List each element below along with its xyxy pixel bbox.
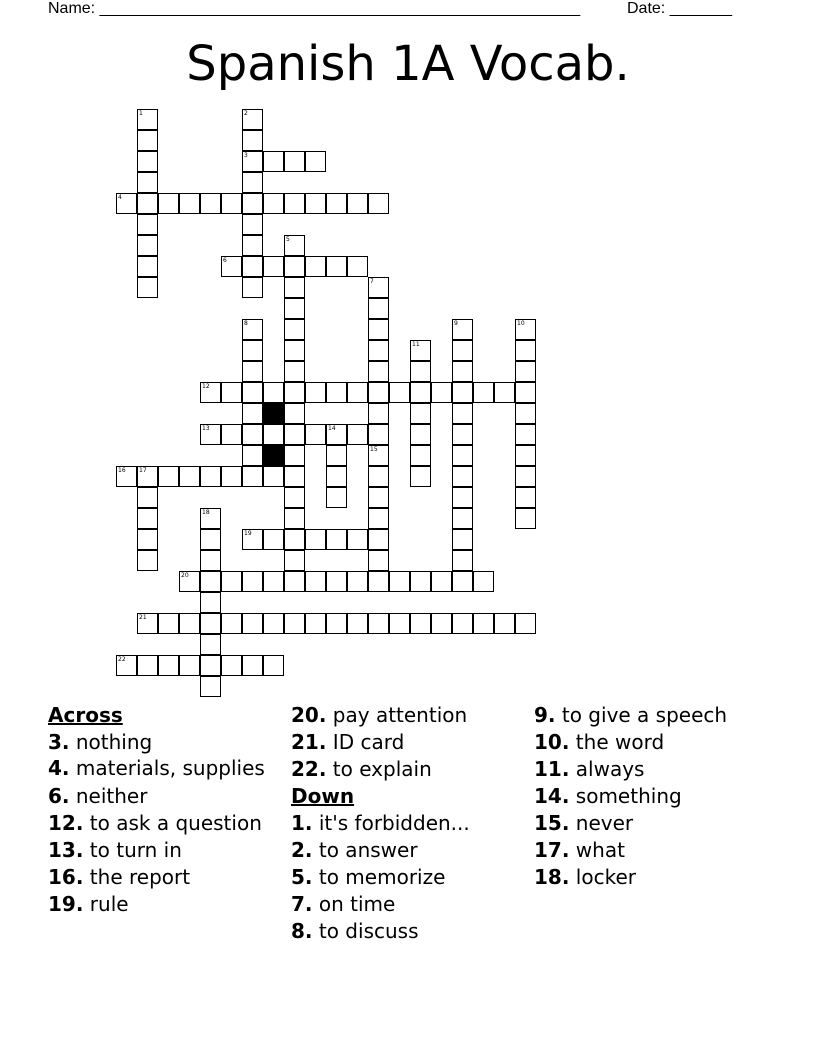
- grid-cell[interactable]: [242, 109, 263, 130]
- grid-cell[interactable]: [515, 361, 536, 382]
- across-clue: 4. materials, supplies: [48, 756, 265, 780]
- grid-cell[interactable]: [200, 634, 221, 655]
- grid-cell[interactable]: [200, 193, 221, 214]
- grid-cell[interactable]: [431, 382, 452, 403]
- grid-cell[interactable]: [515, 508, 536, 529]
- grid-cell[interactable]: [158, 193, 179, 214]
- grid-cell[interactable]: [263, 529, 284, 550]
- grid-cell[interactable]: [368, 466, 389, 487]
- clue-number: 5: [286, 236, 290, 243]
- grid-cell[interactable]: [263, 193, 284, 214]
- grid-cell[interactable]: [284, 277, 305, 298]
- grid-cell[interactable]: [368, 445, 389, 466]
- grid-cell[interactable]: [284, 403, 305, 424]
- grid-cell[interactable]: [515, 466, 536, 487]
- grid-cell[interactable]: [326, 529, 347, 550]
- grid-cell[interactable]: [221, 193, 242, 214]
- black-square: [263, 403, 284, 424]
- grid-cell[interactable]: [410, 466, 431, 487]
- grid-cell[interactable]: [284, 235, 305, 256]
- grid-cell[interactable]: [368, 319, 389, 340]
- grid-cell[interactable]: [242, 256, 263, 277]
- grid-cell[interactable]: [137, 151, 158, 172]
- grid-cell[interactable]: [179, 193, 200, 214]
- grid-cell[interactable]: [284, 340, 305, 361]
- clue-number: 8: [244, 320, 248, 327]
- grid-cell[interactable]: [410, 382, 431, 403]
- down-clue: 15. never: [534, 811, 634, 835]
- grid-cell[interactable]: [137, 613, 158, 634]
- grid-cell[interactable]: [263, 382, 284, 403]
- grid-cell[interactable]: [284, 193, 305, 214]
- clue-number: 4: [118, 194, 122, 201]
- grid-cell[interactable]: [137, 277, 158, 298]
- down-clue: 14. something: [534, 784, 682, 808]
- grid-cell[interactable]: [137, 508, 158, 529]
- down-clue: 9. to give a speech: [534, 703, 728, 727]
- grid-cell[interactable]: [347, 529, 368, 550]
- grid-cell[interactable]: [137, 256, 158, 277]
- grid-cell[interactable]: [242, 340, 263, 361]
- down-clue: 11. always: [534, 757, 645, 781]
- grid-cell[interactable]: [305, 529, 326, 550]
- grid-cell[interactable]: [116, 466, 137, 487]
- grid-cell[interactable]: [368, 403, 389, 424]
- grid-cell[interactable]: [284, 445, 305, 466]
- clue-number: 14: [328, 425, 336, 432]
- grid-cell[interactable]: [242, 445, 263, 466]
- across-clue: 6. neither: [48, 784, 148, 808]
- grid-cell[interactable]: [452, 529, 473, 550]
- grid-cell[interactable]: [515, 487, 536, 508]
- grid-cell[interactable]: [179, 655, 200, 676]
- grid-cell[interactable]: [431, 613, 452, 634]
- clue-number: 16: [118, 467, 126, 474]
- grid-cell[interactable]: [242, 277, 263, 298]
- down-clue: 2. to answer: [291, 838, 418, 862]
- grid-cell[interactable]: [263, 613, 284, 634]
- grid-cell[interactable]: [158, 655, 179, 676]
- grid-cell[interactable]: [242, 172, 263, 193]
- grid-cell[interactable]: [242, 361, 263, 382]
- grid-cell[interactable]: [200, 613, 221, 634]
- grid-cell[interactable]: [137, 466, 158, 487]
- down-heading: Down: [291, 784, 355, 808]
- grid-cell[interactable]: [200, 466, 221, 487]
- grid-cell[interactable]: [284, 508, 305, 529]
- grid-cell[interactable]: [515, 403, 536, 424]
- grid-cell[interactable]: [494, 382, 515, 403]
- grid-cell[interactable]: [137, 235, 158, 256]
- clue-number: 17: [139, 467, 147, 474]
- grid-cell[interactable]: [452, 613, 473, 634]
- grid-cell[interactable]: [389, 382, 410, 403]
- across-clue: 21. ID card: [291, 730, 405, 754]
- clue-number: 18: [202, 509, 210, 516]
- grid-cell[interactable]: [242, 655, 263, 676]
- grid-cell[interactable]: [200, 655, 221, 676]
- grid-cell[interactable]: [368, 361, 389, 382]
- grid-cell[interactable]: [221, 571, 242, 592]
- down-clue: 10. the word: [534, 730, 665, 754]
- across-clue: 22. to explain: [291, 757, 432, 781]
- grid-cell[interactable]: [137, 529, 158, 550]
- grid-cell[interactable]: [242, 571, 263, 592]
- grid-cell[interactable]: [452, 340, 473, 361]
- grid-cell[interactable]: [200, 529, 221, 550]
- grid-cell[interactable]: [242, 466, 263, 487]
- grid-cell[interactable]: [347, 571, 368, 592]
- grid-cell[interactable]: [284, 613, 305, 634]
- grid-cell[interactable]: [368, 340, 389, 361]
- across-clue: 3. nothing: [48, 730, 153, 754]
- across-clue: 13. to turn in: [48, 838, 182, 862]
- black-square: [263, 445, 284, 466]
- clue-number: 9: [454, 320, 458, 327]
- grid-cell[interactable]: [284, 466, 305, 487]
- grid-cell[interactable]: [452, 445, 473, 466]
- down-clue: 18. locker: [534, 865, 636, 889]
- grid-cell[interactable]: [368, 382, 389, 403]
- grid-cell[interactable]: [305, 382, 326, 403]
- grid-cell[interactable]: [326, 193, 347, 214]
- grid-cell[interactable]: [515, 319, 536, 340]
- grid-cell[interactable]: [263, 424, 284, 445]
- grid-cell[interactable]: [284, 298, 305, 319]
- grid-cell[interactable]: [431, 571, 452, 592]
- across-clue: 16. the report: [48, 865, 191, 889]
- grid-cell[interactable]: [221, 655, 242, 676]
- grid-cell[interactable]: [263, 655, 284, 676]
- grid-cell[interactable]: [368, 529, 389, 550]
- grid-cell[interactable]: [410, 613, 431, 634]
- grid-cell[interactable]: [242, 151, 263, 172]
- grid-cell[interactable]: [137, 130, 158, 151]
- grid-cell[interactable]: [284, 487, 305, 508]
- grid-cell[interactable]: [263, 571, 284, 592]
- grid-cell[interactable]: [242, 529, 263, 550]
- grid-cell[interactable]: [515, 445, 536, 466]
- grid-cell[interactable]: [242, 403, 263, 424]
- down-clue: 5. to memorize: [291, 865, 446, 889]
- grid-cell[interactable]: [221, 424, 242, 445]
- grid-cell[interactable]: [179, 613, 200, 634]
- grid-cell[interactable]: [284, 256, 305, 277]
- clue-number: 3: [244, 152, 248, 159]
- clue-number: 7: [370, 278, 374, 285]
- clue-number: 6: [223, 257, 227, 264]
- grid-cell[interactable]: [452, 382, 473, 403]
- grid-cell[interactable]: [242, 235, 263, 256]
- grid-cell[interactable]: [305, 571, 326, 592]
- grid-cell[interactable]: [221, 256, 242, 277]
- grid-cell[interactable]: [515, 382, 536, 403]
- grid-cell[interactable]: [389, 571, 410, 592]
- across-clue: 12. to ask a question: [48, 811, 262, 835]
- grid-cell[interactable]: [305, 424, 326, 445]
- grid-cell[interactable]: [515, 340, 536, 361]
- grid-cell[interactable]: [326, 382, 347, 403]
- grid-cell[interactable]: [137, 172, 158, 193]
- grid-cell[interactable]: [452, 403, 473, 424]
- grid-cell[interactable]: [137, 214, 158, 235]
- grid-cell[interactable]: [242, 319, 263, 340]
- grid-cell[interactable]: [116, 655, 137, 676]
- down-clue: 8. to discuss: [291, 919, 419, 943]
- grid-cell[interactable]: [305, 256, 326, 277]
- grid-cell[interactable]: [347, 193, 368, 214]
- name-field-label[interactable]: Name: ______________________________________________________: [48, 0, 581, 17]
- clue-column-3: [534, 702, 774, 891]
- down-clue: 17. what: [534, 838, 625, 862]
- clue-column-2: [291, 702, 523, 945]
- grid-cell[interactable]: [326, 445, 347, 466]
- grid-cell[interactable]: [200, 382, 221, 403]
- grid-cell[interactable]: [284, 319, 305, 340]
- across-heading: Across: [48, 703, 123, 727]
- grid-cell[interactable]: [263, 466, 284, 487]
- grid-cell[interactable]: [284, 151, 305, 172]
- grid-cell[interactable]: [452, 361, 473, 382]
- across-clue: 19. rule: [48, 892, 129, 916]
- grid-cell[interactable]: [452, 550, 473, 571]
- grid-cell[interactable]: [410, 571, 431, 592]
- down-clue: 7. on time: [291, 892, 396, 916]
- grid-cell[interactable]: [452, 508, 473, 529]
- clue-number: 11: [412, 341, 420, 348]
- grid-cell[interactable]: [242, 382, 263, 403]
- grid-cell[interactable]: [347, 613, 368, 634]
- grid-cell[interactable]: [326, 466, 347, 487]
- grid-cell[interactable]: [347, 382, 368, 403]
- grid-cell[interactable]: [410, 424, 431, 445]
- grid-cell[interactable]: [410, 340, 431, 361]
- grid-cell[interactable]: [221, 466, 242, 487]
- date-field-label[interactable]: Date: _______: [627, 0, 732, 17]
- grid-cell[interactable]: [137, 550, 158, 571]
- grid-cell[interactable]: [179, 571, 200, 592]
- grid-cell[interactable]: [473, 382, 494, 403]
- grid-cell[interactable]: [515, 613, 536, 634]
- grid-cell[interactable]: [284, 529, 305, 550]
- grid-cell[interactable]: [368, 487, 389, 508]
- clue-number: 2: [244, 110, 248, 117]
- grid-cell[interactable]: [200, 424, 221, 445]
- grid-cell[interactable]: [368, 193, 389, 214]
- grid-cell[interactable]: [410, 361, 431, 382]
- grid-cell[interactable]: [473, 571, 494, 592]
- grid-cell[interactable]: [221, 382, 242, 403]
- grid-cell[interactable]: [389, 613, 410, 634]
- grid-cell[interactable]: [494, 613, 515, 634]
- grid-cell[interactable]: [137, 655, 158, 676]
- grid-cell[interactable]: [410, 403, 431, 424]
- grid-cell[interactable]: [515, 424, 536, 445]
- grid-cell[interactable]: [305, 193, 326, 214]
- clue-number: 12: [202, 383, 210, 390]
- clue-number: 13: [202, 425, 210, 432]
- grid-cell[interactable]: [284, 550, 305, 571]
- clue-number: 15: [370, 446, 378, 453]
- grid-cell[interactable]: [221, 613, 242, 634]
- grid-cell[interactable]: [305, 613, 326, 634]
- grid-cell[interactable]: [242, 214, 263, 235]
- grid-cell[interactable]: [347, 256, 368, 277]
- grid-cell[interactable]: [242, 424, 263, 445]
- grid-cell[interactable]: [242, 130, 263, 151]
- grid-cell[interactable]: [326, 424, 347, 445]
- grid-cell[interactable]: [263, 151, 284, 172]
- grid-cell[interactable]: [179, 466, 200, 487]
- clue-number: 20: [181, 572, 189, 579]
- grid-cell[interactable]: [200, 508, 221, 529]
- grid-cell[interactable]: [326, 613, 347, 634]
- grid-cell[interactable]: [326, 571, 347, 592]
- grid-cell[interactable]: [326, 256, 347, 277]
- grid-cell[interactable]: [284, 361, 305, 382]
- page-title: Spanish 1A Vocab.: [186, 36, 630, 92]
- grid-cell[interactable]: [200, 550, 221, 571]
- grid-cell[interactable]: [200, 676, 221, 697]
- grid-cell[interactable]: [368, 298, 389, 319]
- clue-number: 1: [139, 110, 143, 117]
- grid-cell[interactable]: [158, 466, 179, 487]
- grid-cell[interactable]: [158, 613, 179, 634]
- grid-cell[interactable]: [347, 424, 368, 445]
- grid-cell[interactable]: [452, 571, 473, 592]
- clue-number: 19: [244, 530, 252, 537]
- grid-cell[interactable]: [116, 193, 137, 214]
- grid-cell[interactable]: [368, 571, 389, 592]
- grid-cell[interactable]: [263, 256, 284, 277]
- grid-cell[interactable]: [326, 487, 347, 508]
- grid-cell[interactable]: [137, 193, 158, 214]
- across-clue: 20. pay attention: [291, 703, 468, 727]
- grid-cell[interactable]: [137, 487, 158, 508]
- clue-number: 10: [517, 320, 525, 327]
- clue-number: 21: [139, 614, 147, 621]
- grid-cell[interactable]: [368, 508, 389, 529]
- clue-number: 22: [118, 656, 126, 663]
- grid-cell[interactable]: [368, 424, 389, 445]
- grid-cell[interactable]: [242, 193, 263, 214]
- grid-cell[interactable]: [284, 424, 305, 445]
- grid-cell[interactable]: [368, 613, 389, 634]
- grid-cell[interactable]: [284, 382, 305, 403]
- grid-cell[interactable]: [305, 151, 326, 172]
- grid-cell[interactable]: [200, 571, 221, 592]
- grid-cell[interactable]: [200, 592, 221, 613]
- grid-cell[interactable]: [452, 424, 473, 445]
- grid-cell[interactable]: [242, 613, 263, 634]
- grid-cell[interactable]: [473, 613, 494, 634]
- clue-column-1: [48, 702, 280, 918]
- grid-cell[interactable]: [137, 109, 158, 130]
- grid-cell[interactable]: [368, 277, 389, 298]
- grid-cell[interactable]: [452, 319, 473, 340]
- grid-cell[interactable]: [452, 487, 473, 508]
- grid-cell[interactable]: [368, 550, 389, 571]
- grid-cell[interactable]: [284, 571, 305, 592]
- down-clue: 1. it's forbidden...: [291, 811, 470, 835]
- grid-cell[interactable]: [452, 466, 473, 487]
- grid-cell[interactable]: [410, 445, 431, 466]
